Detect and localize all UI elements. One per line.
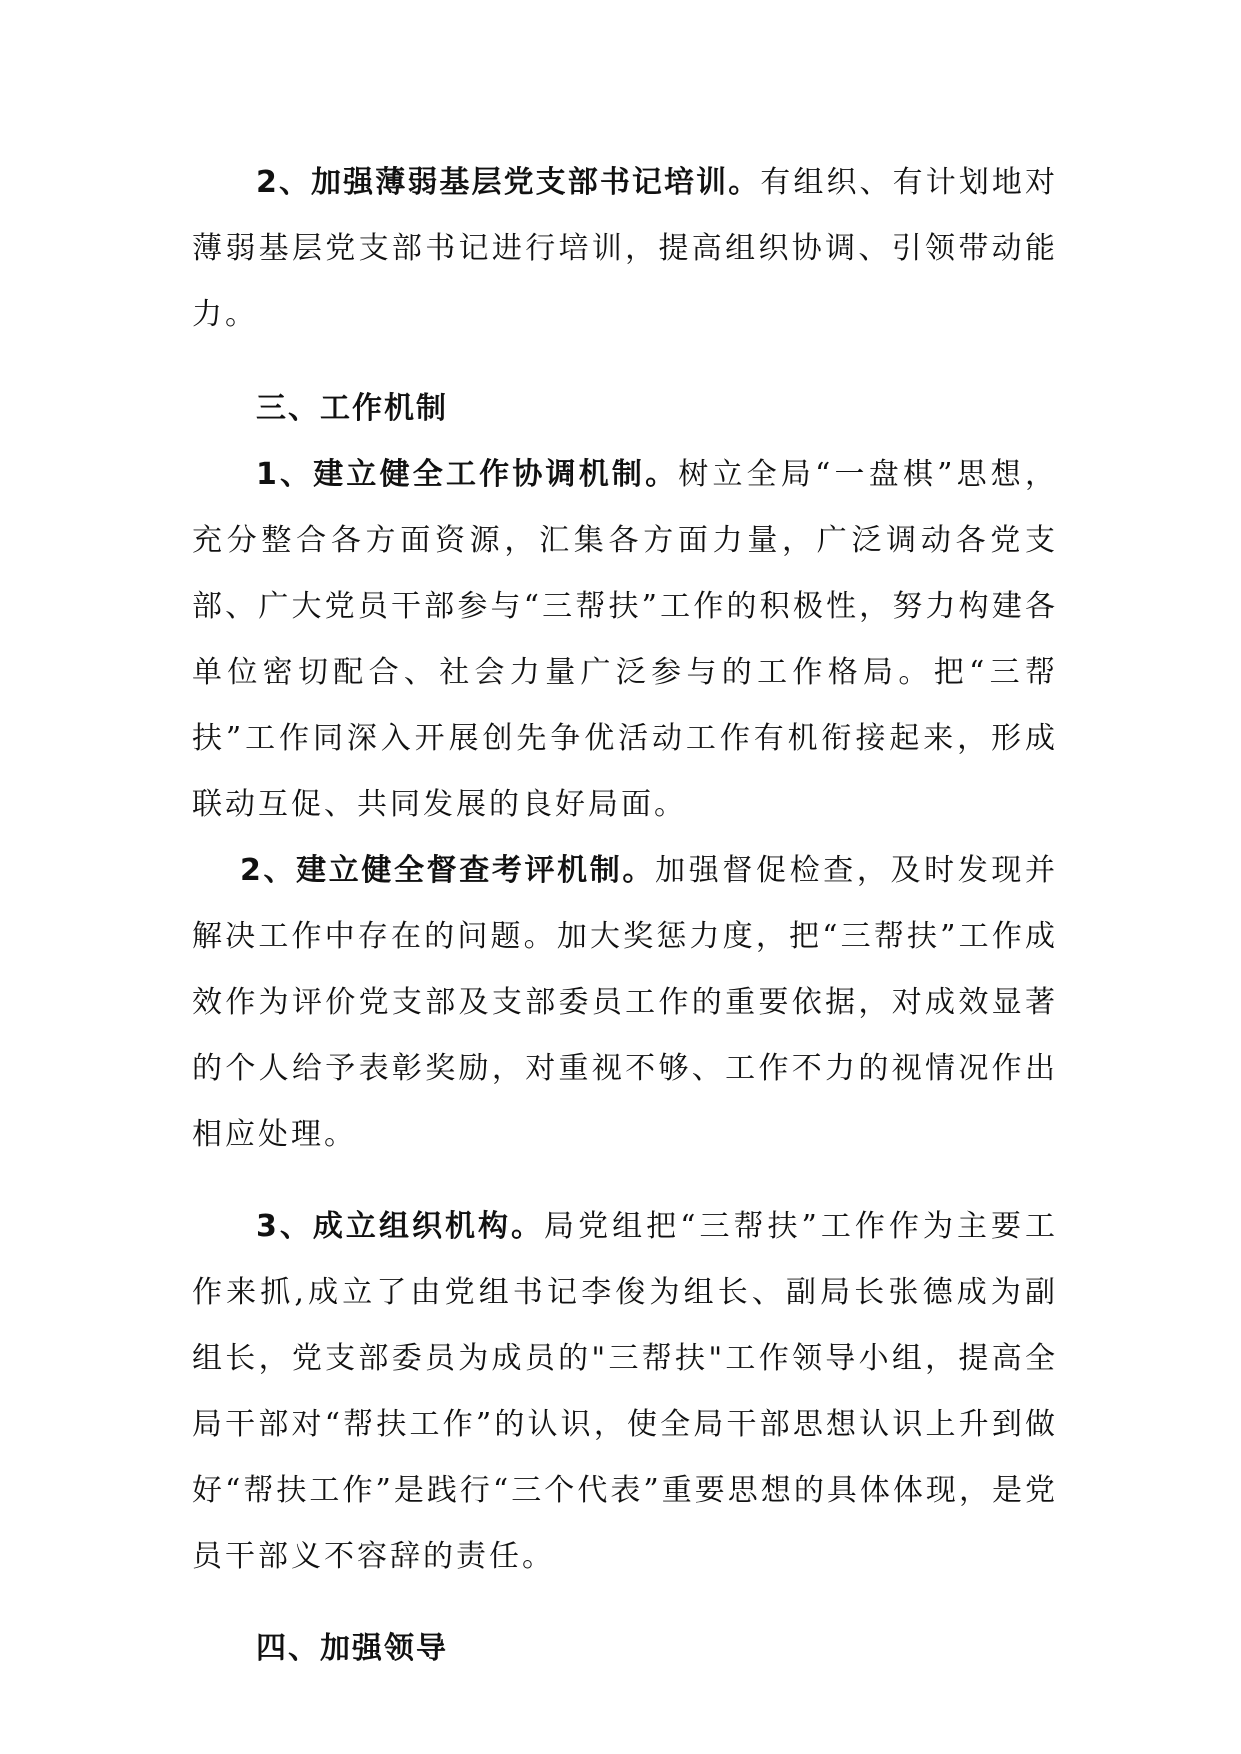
section-heading-leadership: 四、加强领导 — [256, 1631, 448, 1666]
spacer — [192, 1168, 1058, 1194]
paragraph-body: 有组织、有计划地对薄弱基层党支部书记进行培训，提高组织协调、引领带动能力。 — [192, 165, 1059, 332]
paragraph-inspection-mechanism — [192, 838, 1058, 1168]
paragraph-lead: 1、建立健全工作协调机制。 — [256, 457, 679, 492]
paragraph-body: 局党组把“三帮扶”工作作为主要工作来抓,成立了由党组书记李俊为组长、副局长张德成为副组长，党支部委员为成员的"三帮扶"工作领导小组，提高全局干部对“帮扶工作”的认识，使全局干部思想认识上升到做好“帮扶工作”是践行“三个代表”重要思想的具体体现，是党员干部义不容辞的责任。 — [192, 1209, 1058, 1574]
paragraph-lead: 2、建立健全督查考评机制。 — [240, 853, 656, 888]
document-page — [192, 150, 1058, 1682]
spacer — [192, 1590, 1058, 1616]
paragraph-body: 加强督促检查，及时发现并解决工作中存在的问题。加大奖惩力度，把“三帮扶”工作成效作为评价党支部及支部委员工作的重要依据，对成效显著的个人给予表彰奖励，对重视不够、工作不力的视情况作出相应处理。 — [192, 853, 1059, 1152]
paragraph-secretary-training — [192, 150, 1058, 348]
section-heading-work-mechanism: 三、工作机制 — [256, 391, 448, 426]
paragraph-organization — [192, 1194, 1058, 1590]
paragraph-lead: 3、成立组织机构。 — [256, 1209, 545, 1244]
paragraph-coordination-mechanism — [192, 442, 1058, 838]
spacer — [192, 348, 1058, 376]
paragraph-body: 树立全局“一盘棋”思想，充分整合各方面资源，汇集各方面力量，广泛调动各党支部、广大党员干部参与“三帮扶”工作的积极性，努力构建各单位密切配合、社会力量广泛参与的工作格局。把“三帮扶”工作同深入开展创先争优活动工作有机衔接起来，形成联动互促、共同发展的良好局面。 — [192, 457, 1058, 822]
paragraph-lead: 2、加强薄弱基层党支部书记培训。 — [256, 165, 761, 200]
